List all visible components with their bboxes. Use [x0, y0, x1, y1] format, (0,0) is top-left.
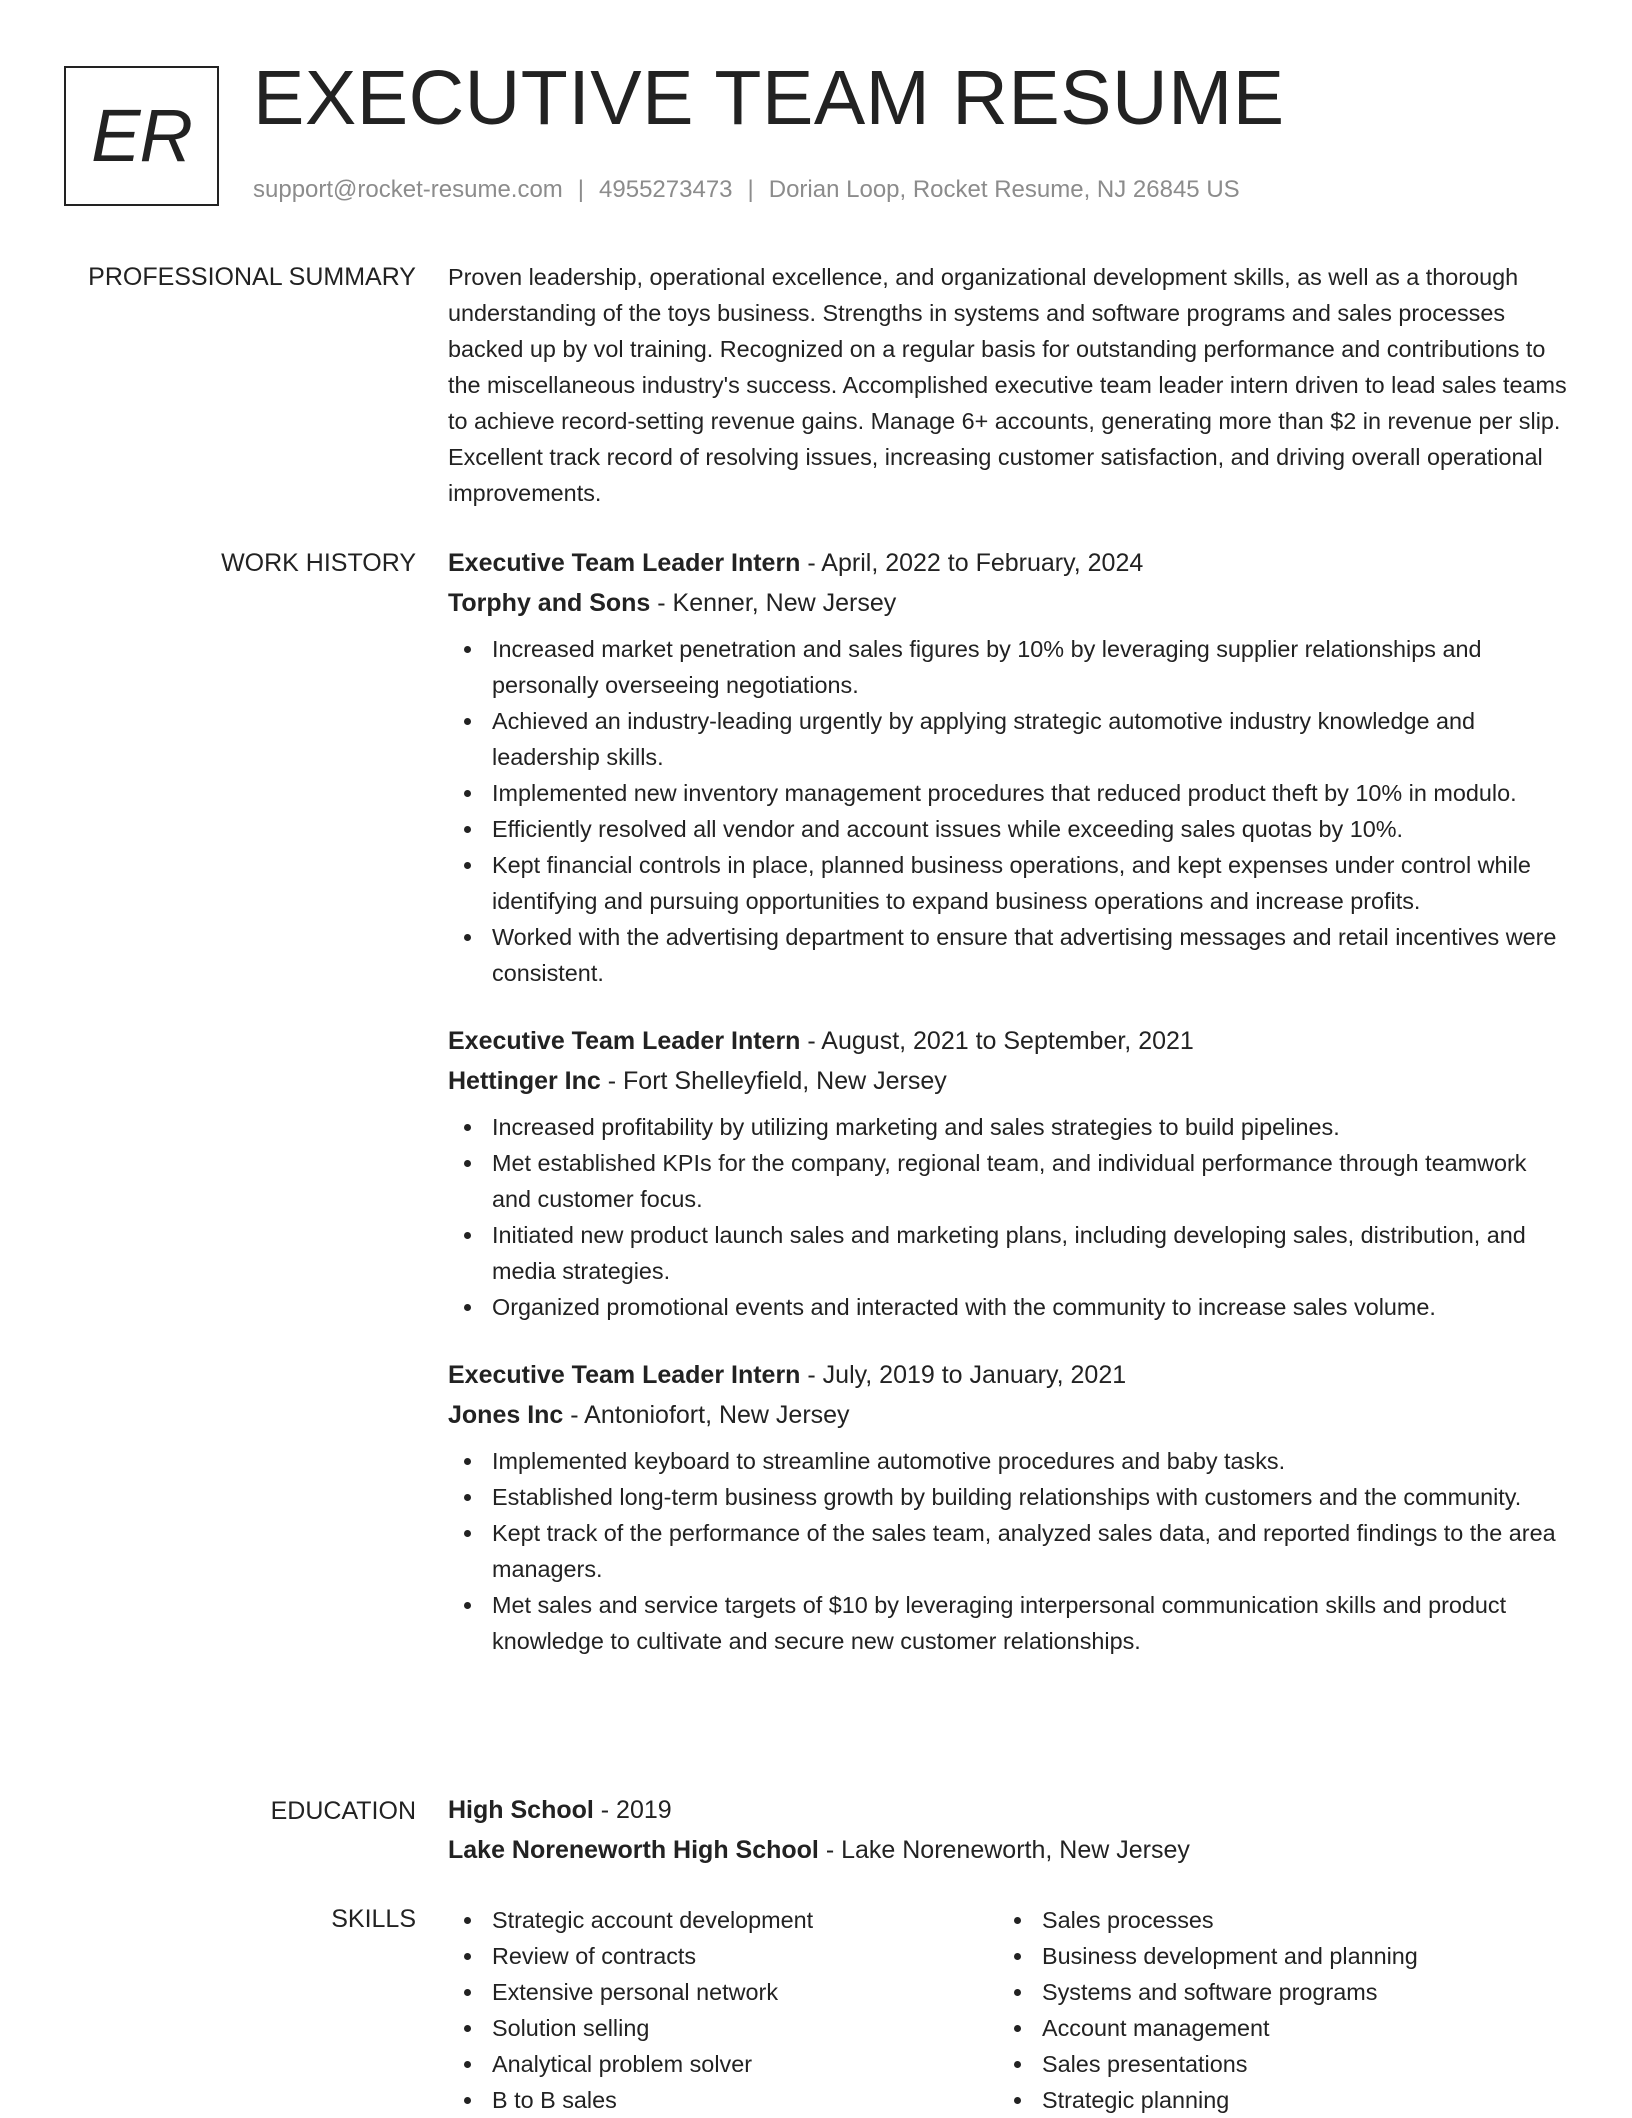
job-title: Executive Team Leader Intern	[448, 1361, 801, 1389]
work-history-section	[448, 543, 1568, 1689]
skill-item: Business development and planning	[998, 1938, 1548, 1974]
skills-section	[448, 1902, 1568, 2118]
work-history-heading: WORK HISTORY	[221, 549, 416, 577]
job-title-line	[448, 1355, 1568, 1395]
job-location: - Fort Shelleyfield, New Jersey	[600, 1067, 947, 1095]
job-bullet: Achieved an industry-leading urgently by applying strategic automotive industry knowledge and leadership skills.	[448, 703, 1568, 775]
job-title-line	[448, 1021, 1568, 1061]
summary-heading: PROFESSIONAL SUMMARY	[88, 263, 416, 291]
skill-item: Sales presentations	[998, 2046, 1548, 2082]
job-title: Executive Team Leader Intern	[448, 1027, 801, 1055]
job-bullet: Kept track of the performance of the sales team, analyzed sales data, and reported findings to the area managers.	[448, 1515, 1568, 1587]
summary-text: Proven leadership, operational excellence, and organizational development skills, as well as a thorough understanding of the toys business. Strengths in systems and software programs and sales processes backed up by vol training. Recognized on a regular basis for outstanding performance and contributions to the miscellaneous industry's success. Accomplished executive team leader intern driven to lead sales teams to achieve record-setting revenue gains. Manage 6+ accounts, generating more than $2 in revenue per slip. Excellent track record of resolving issues, increasing customer satisfaction, and driving overall operational improvements.	[448, 264, 1567, 506]
contact-phone[interactable]: 4955273473	[599, 176, 733, 203]
job-dates: - August, 2021 to September, 2021	[800, 1027, 1194, 1055]
job-entry	[448, 1021, 1568, 1325]
contact-line	[253, 174, 1240, 206]
skill-item: Analytical problem solver	[448, 2046, 998, 2082]
education-location: - Lake Noreneworth, New Jersey	[818, 1836, 1190, 1864]
job-bullet: Met established KPIs for the company, regional team, and individual performance through teamwork and customer focus.	[448, 1145, 1568, 1217]
job-company-line	[448, 583, 1568, 623]
education-degree: High School	[448, 1796, 594, 1824]
job-entry	[448, 1355, 1568, 1659]
job-bullets	[448, 631, 1568, 991]
skill-item: Strategic account development	[448, 1902, 998, 1938]
education-section	[448, 1790, 1568, 1870]
monogram-box	[64, 66, 219, 206]
job-entry	[448, 543, 1568, 991]
resume-name: EXECUTIVE TEAM RESUME	[253, 55, 1285, 141]
job-bullet: Met sales and service targets of $10 by leveraging interpersonal communication skills and product knowledge to cultivate and secure new customer relationships.	[448, 1587, 1568, 1659]
education-heading: EDUCATION	[270, 1797, 416, 1825]
job-company: Hettinger Inc	[448, 1067, 601, 1095]
job-bullet: Efficiently resolved all vendor and account issues while exceeding sales quotas by 10%.	[448, 811, 1568, 847]
education-school-line	[448, 1830, 1568, 1870]
education-year: - 2019	[593, 1796, 672, 1824]
skills-grid	[448, 1902, 1568, 2118]
job-bullet: Implemented keyboard to streamline automotive procedures and baby tasks.	[448, 1443, 1568, 1479]
job-bullet: Worked with the advertising department to ensure that advertising messages and retail incentives were consistent.	[448, 919, 1568, 991]
job-company: Torphy and Sons	[448, 589, 651, 617]
job-bullet: Initiated new product launch sales and marketing plans, including developing sales, distribution, and media strategies.	[448, 1217, 1568, 1289]
job-bullet: Established long-term business growth by building relationships with customers and the community.	[448, 1479, 1568, 1515]
contact-email[interactable]: support@rocket-resume.com	[253, 176, 563, 203]
monogram-initials: ER	[91, 94, 192, 177]
skill-item: Review of contracts	[448, 1938, 998, 1974]
skill-item: Strategic planning	[998, 2082, 1548, 2118]
job-bullet: Organized promotional events and interacted with the community to increase sales volume.	[448, 1289, 1568, 1325]
education-school: Lake Noreneworth High School	[448, 1836, 819, 1864]
contact-address: Dorian Loop, Rocket Resume, NJ 26845 US	[768, 176, 1240, 203]
skill-item: Systems and software programs	[998, 1974, 1548, 2010]
skill-item: Extensive personal network	[448, 1974, 998, 2010]
skill-item: Account management	[998, 2010, 1548, 2046]
job-company: Jones Inc	[448, 1401, 564, 1429]
job-location: - Kenner, New Jersey	[650, 589, 897, 617]
job-title-line	[448, 543, 1568, 583]
job-company-line	[448, 1061, 1568, 1101]
contact-separator: |	[747, 176, 754, 203]
skill-item: B to B sales	[448, 2082, 998, 2118]
skills-left-column	[448, 1902, 998, 2118]
job-bullet: Implemented new inventory management procedures that reduced product theft by 10% in modulo.	[448, 775, 1568, 811]
job-bullet: Kept financial controls in place, planned business operations, and kept expenses under control while identifying and pursuing opportunities to expand business operations and increase profits.	[448, 847, 1568, 919]
skills-heading: SKILLS	[331, 1905, 416, 1933]
job-bullets	[448, 1443, 1568, 1659]
skill-item: Sales processes	[998, 1902, 1548, 1938]
job-dates: - April, 2022 to February, 2024	[800, 549, 1144, 577]
education-degree-line	[448, 1790, 1568, 1830]
skill-item: Solution selling	[448, 2010, 998, 2046]
contact-separator: |	[577, 176, 585, 203]
skills-right-column	[998, 1902, 1548, 2118]
job-bullets	[448, 1109, 1568, 1325]
job-dates: - July, 2019 to January, 2021	[800, 1361, 1127, 1389]
job-location: - Antoniofort, New Jersey	[563, 1401, 850, 1429]
job-title: Executive Team Leader Intern	[448, 549, 801, 577]
job-bullet: Increased profitability by utilizing marketing and sales strategies to build pipelines.	[448, 1109, 1568, 1145]
job-company-line	[448, 1395, 1568, 1435]
job-bullet: Increased market penetration and sales figures by 10% by leveraging supplier relationships and personally overseeing negotiations.	[448, 631, 1568, 703]
summary-section	[448, 259, 1568, 511]
